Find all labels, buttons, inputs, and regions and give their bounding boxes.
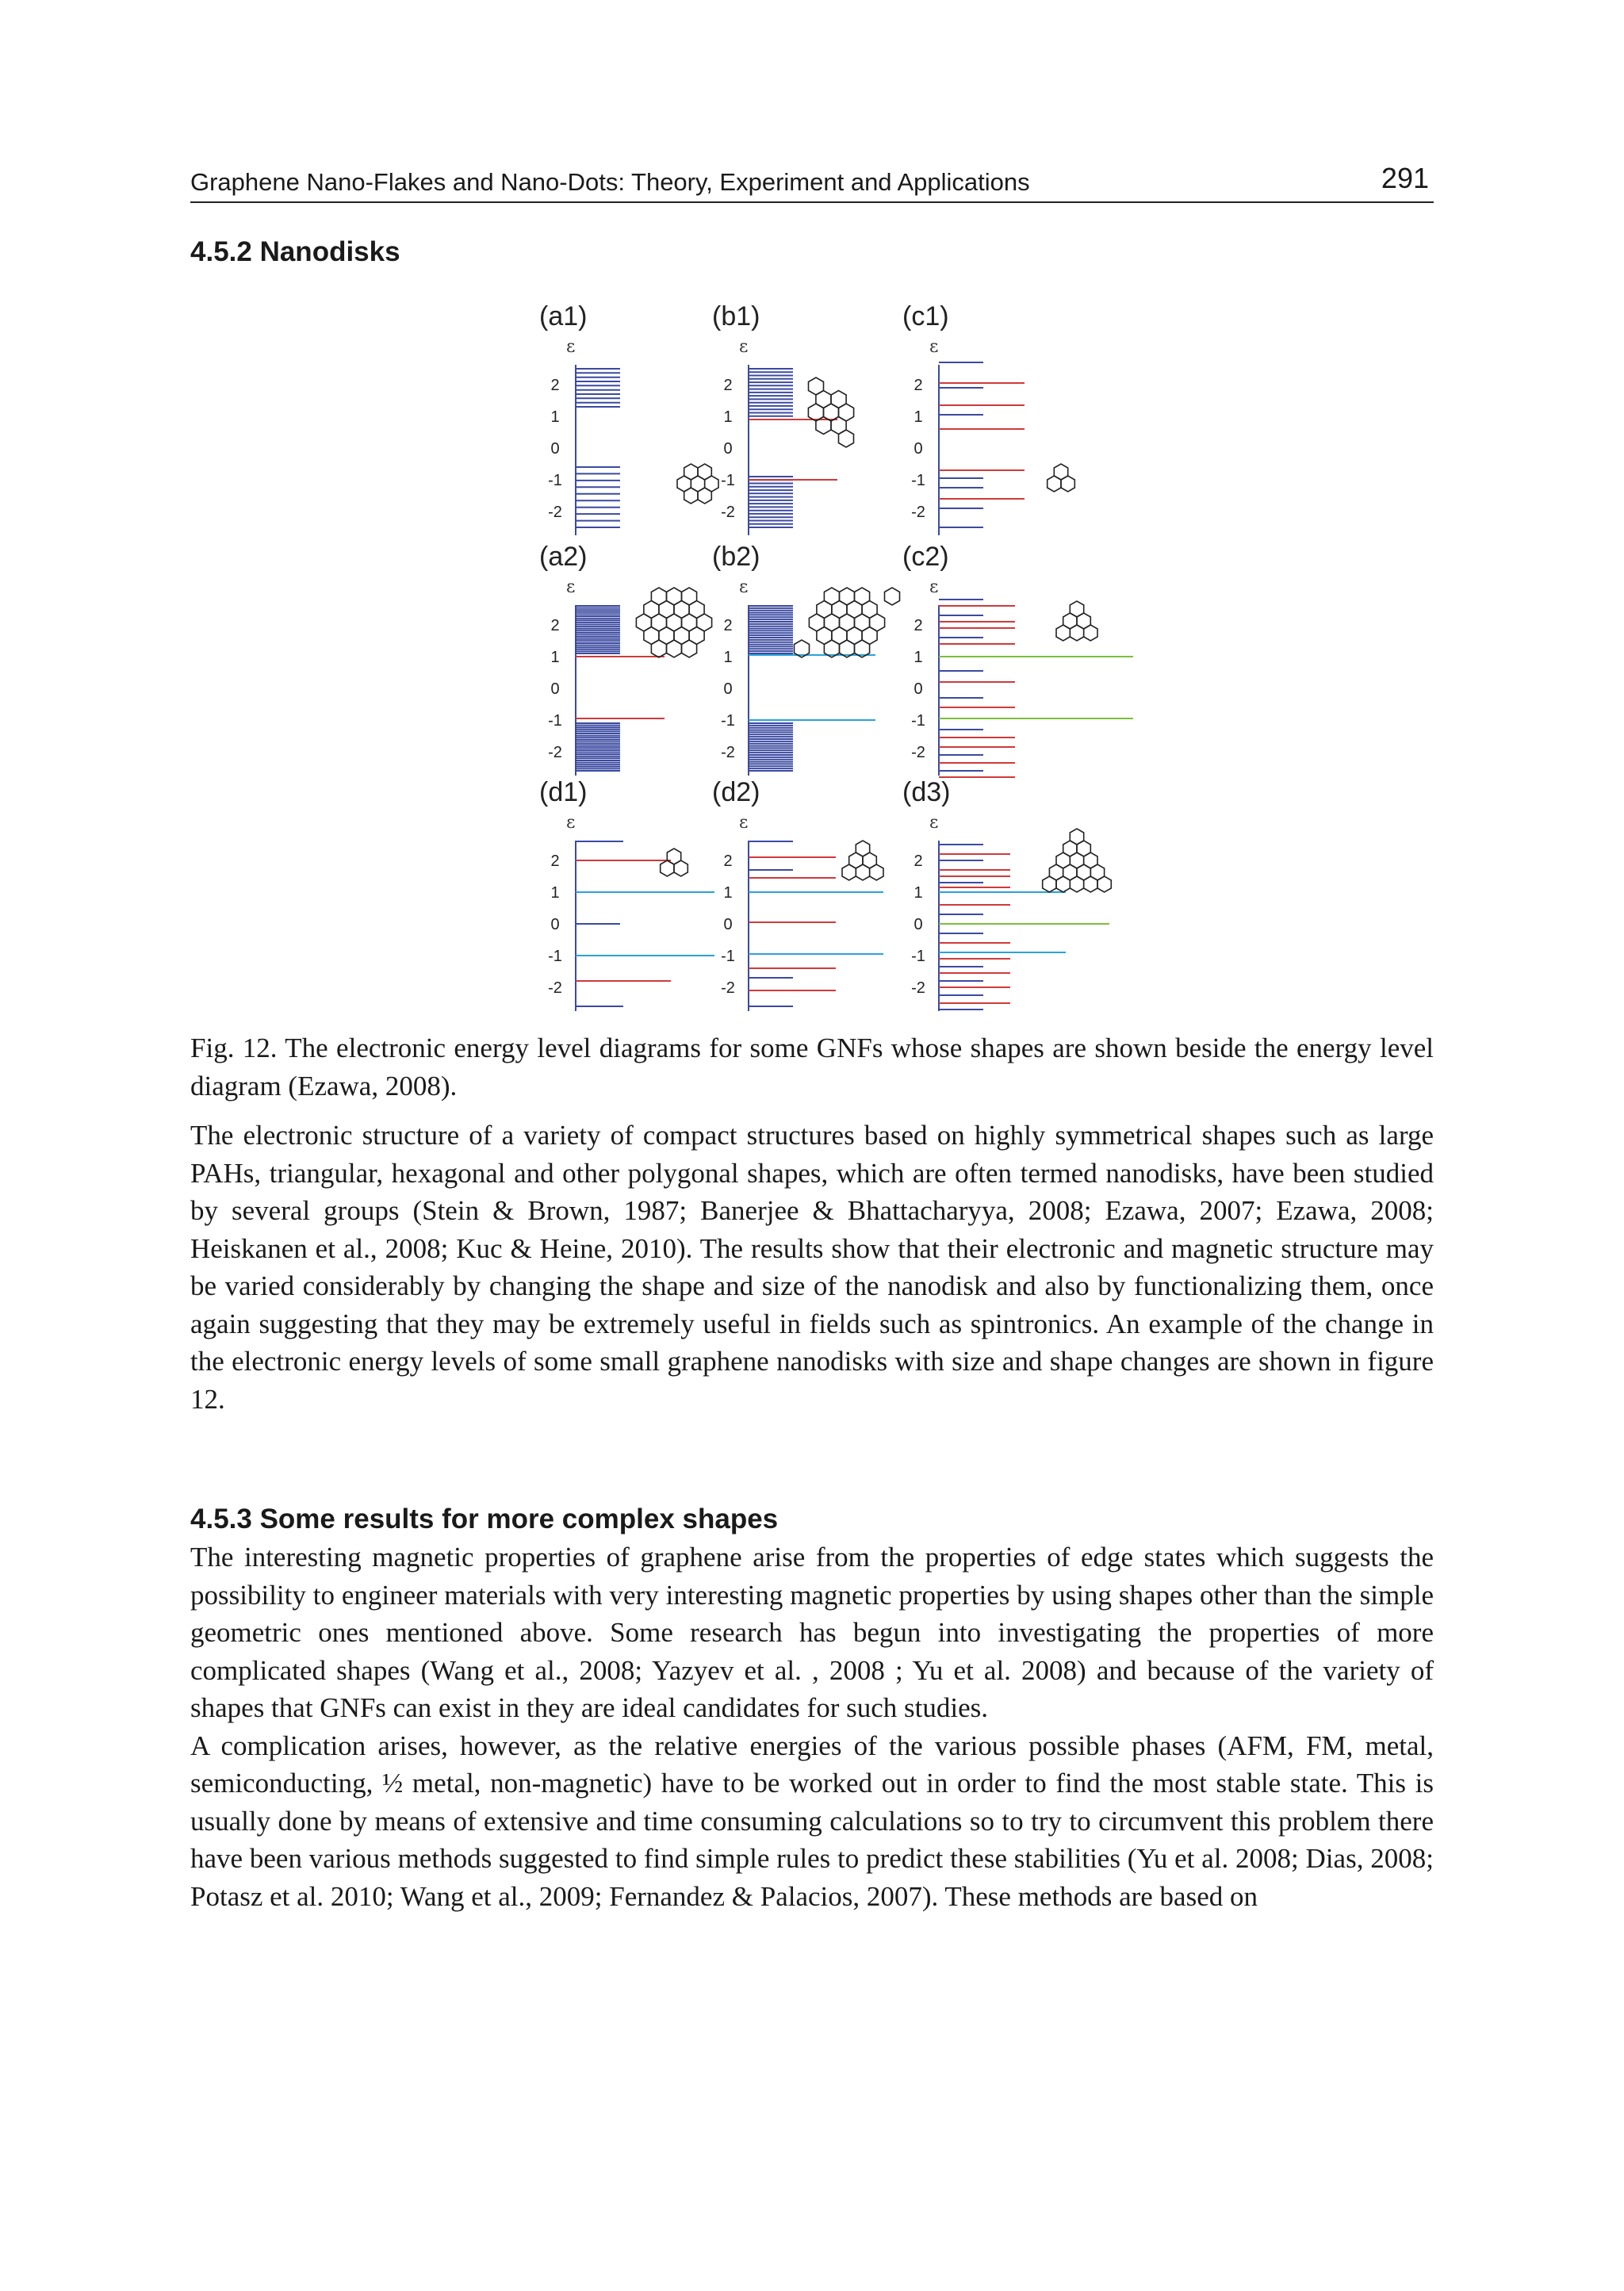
epsilon-axis-label: ε xyxy=(566,577,576,597)
axis-tick-label: -1 xyxy=(548,472,562,489)
panel-label: (c1) xyxy=(902,301,949,331)
panel-label: (d1) xyxy=(539,777,588,807)
hexagon-ring xyxy=(870,614,885,631)
axis-tick-label: 2 xyxy=(723,617,733,634)
axis-tick-label: 0 xyxy=(550,916,560,933)
hexagon-ring xyxy=(839,404,854,421)
hexagon-ring xyxy=(1084,876,1097,892)
axis-tick-label: -1 xyxy=(911,472,925,489)
axis-tick-label: 1 xyxy=(914,649,923,666)
axis-tick-label: 0 xyxy=(723,916,733,933)
hexagon-ring xyxy=(870,864,883,880)
axis-tick-label: 2 xyxy=(914,852,923,870)
axis-tick-label: 2 xyxy=(550,852,560,870)
hexagon-ring xyxy=(1061,476,1074,492)
epsilon-axis-label: ε xyxy=(566,813,576,833)
axis-tick-label: 0 xyxy=(914,916,923,933)
axis-tick-label: -2 xyxy=(721,744,735,761)
axis-tick-label: 2 xyxy=(550,617,560,634)
axis-tick-label: 1 xyxy=(550,884,560,902)
panel-label: (c2) xyxy=(902,542,949,572)
hexagon-ring xyxy=(1043,876,1056,892)
axis-tick-label: -1 xyxy=(911,712,925,730)
axis-tick-label: 0 xyxy=(723,440,733,458)
hexagon-ring xyxy=(1056,876,1070,892)
hexagon-ring xyxy=(856,864,869,880)
epsilon-axis-label: ε xyxy=(739,577,749,597)
axis-tick-label: -1 xyxy=(911,948,925,965)
axis-tick-label: 0 xyxy=(914,680,923,698)
epsilon-axis-label: ε xyxy=(929,813,939,833)
axis-tick-label: 2 xyxy=(723,377,733,394)
panel-label: (b1) xyxy=(712,301,760,331)
panel-label: (a2) xyxy=(539,542,588,572)
epsilon-axis-label: ε xyxy=(929,337,939,357)
axis-tick-label: 1 xyxy=(723,649,733,666)
axis-tick-label: 2 xyxy=(550,377,560,394)
panel-label: (a1) xyxy=(539,301,588,331)
hexagon-ring xyxy=(697,614,712,631)
running-title: Graphene Nano-Flakes and Nano-Dots: Theory, Experiment and Applications xyxy=(190,168,1030,196)
axis-tick-label: 0 xyxy=(723,680,733,698)
axis-tick-label: -1 xyxy=(721,472,735,489)
paragraph-text: The interesting magnetic properties of graphene arise from the properties of edge states which suggests the possibility to engineer materials with very interesting magnetic properties by using shapes other than the simple geometric ones mentioned above. Some research has begun into investigating the properties of more complicated shapes (Wang et al., 2008; Yazyev et al. , 2008 ; Yu et al. 2008) and because of the variety of shapes that GNFs can exist in they are ideal candidates for such studies. xyxy=(190,1542,1434,1723)
epsilon-axis-label: ε xyxy=(739,337,749,357)
axis-tick-label: 1 xyxy=(723,408,733,426)
hexagon-ring xyxy=(885,588,900,605)
epsilon-axis-label: ε xyxy=(739,813,749,833)
axis-tick-label: -2 xyxy=(911,744,925,761)
axis-tick-label: -2 xyxy=(548,504,562,521)
figure-caption xyxy=(190,1029,1434,1105)
panel-label: (d2) xyxy=(712,777,760,807)
axis-tick-label: -2 xyxy=(548,979,562,997)
figure-12 xyxy=(523,285,1158,1015)
axis-tick-label: -1 xyxy=(548,712,562,730)
axis-tick-label: 1 xyxy=(914,408,923,426)
body-paragraph-1 xyxy=(190,1117,1434,1418)
axis-tick-label: -2 xyxy=(721,979,735,997)
axis-tick-label: 1 xyxy=(723,884,733,902)
axis-tick-label: -2 xyxy=(548,744,562,761)
axis-tick-label: -1 xyxy=(721,948,735,965)
hexagon-ring xyxy=(1056,625,1070,641)
paragraph-text: A complication arises, however, as the relative energies of the various possible phases (AFM, FM, metal, semiconducting, ½ metal, non-magnetic) have to be worked out in order to find the most stable state. This is usually done by means of extensive and time consuming calculations so to try to circumvent this problem there have been various methods suggested to find simple rules to predict these stabilities (Yu et al. 2008; Dias, 2008; Potasz et al. 2010; Wang et al., 2009; Fernandez & Palacios, 2007). These methods are based on xyxy=(190,1730,1434,1912)
caption-text: Fig. 12. The electronic energy level diagrams for some GNFs whose shapes are shown beside the energy level diagram (Ezawa, 2008). xyxy=(190,1032,1434,1101)
axis-tick-label: 1 xyxy=(550,408,560,426)
axis-tick-label: 0 xyxy=(914,440,923,458)
hexagon-ring xyxy=(1097,876,1111,892)
axis-tick-label: -2 xyxy=(911,979,925,997)
axis-tick-label: 1 xyxy=(914,884,923,902)
hexagon-ring xyxy=(705,476,718,492)
hexagon-ring xyxy=(839,430,854,447)
hexagon-ring xyxy=(1070,876,1083,892)
hexagon-ring xyxy=(842,864,856,880)
axis-tick-label: -2 xyxy=(911,504,925,521)
axis-tick-label: 2 xyxy=(723,852,733,870)
section-heading-complex-shapes: 4.5.3 Some results for more complex shapes xyxy=(190,1504,779,1534)
panel-label: (d3) xyxy=(902,777,951,807)
section-heading-nanodisks: 4.5.2 Nanodisks xyxy=(190,236,400,267)
body-paragraphs-2 xyxy=(190,1538,1434,1915)
hexagon-ring xyxy=(661,860,674,876)
epsilon-axis-label: ε xyxy=(929,577,939,597)
axis-tick-label: 0 xyxy=(550,440,560,458)
axis-tick-label: 0 xyxy=(550,680,560,698)
epsilon-axis-label: ε xyxy=(566,337,576,357)
axis-tick-label: -2 xyxy=(721,504,735,521)
page-number: 291 xyxy=(1381,162,1429,194)
hexagon-ring xyxy=(1084,625,1097,641)
axis-tick-label: 2 xyxy=(914,617,923,634)
hexagon-ring xyxy=(1048,476,1061,492)
running-header xyxy=(190,162,1434,203)
hexagon-ring xyxy=(674,860,688,876)
axis-tick-label: 1 xyxy=(550,649,560,666)
axis-tick-label: 2 xyxy=(914,377,923,394)
axis-tick-label: -1 xyxy=(548,948,562,965)
panel-label: (b2) xyxy=(712,542,760,572)
hexagon-ring xyxy=(1070,625,1083,641)
hexagon-ring xyxy=(809,377,824,395)
axis-tick-label: -1 xyxy=(721,712,735,730)
paragraph-text: The electronic structure of a variety of compact structures based on highly symmetrical shapes such as large PAHs, triangular, hexagonal and other polygonal shapes, which are often termed nanodisks, have been studied by several groups (Stein & Brown, 1987; Banerjee & Bhattacharyya, 2008; Ezawa, 2007; Ezawa, 2008; Heiskanen et al., 2008; Kuc & Heine, 2010). The results show that their electronic and magnetic structure may be varied considerably by changing the shape and size of the nanodisk and also by functionalizing them, once again suggesting that they may be extremely useful in fields such as spintronics. An example of the change in the electronic energy levels of some small graphene nanodisks with size and shape changes are shown in figure 12. xyxy=(190,1120,1434,1415)
energy-level-diagrams xyxy=(523,285,1158,1015)
